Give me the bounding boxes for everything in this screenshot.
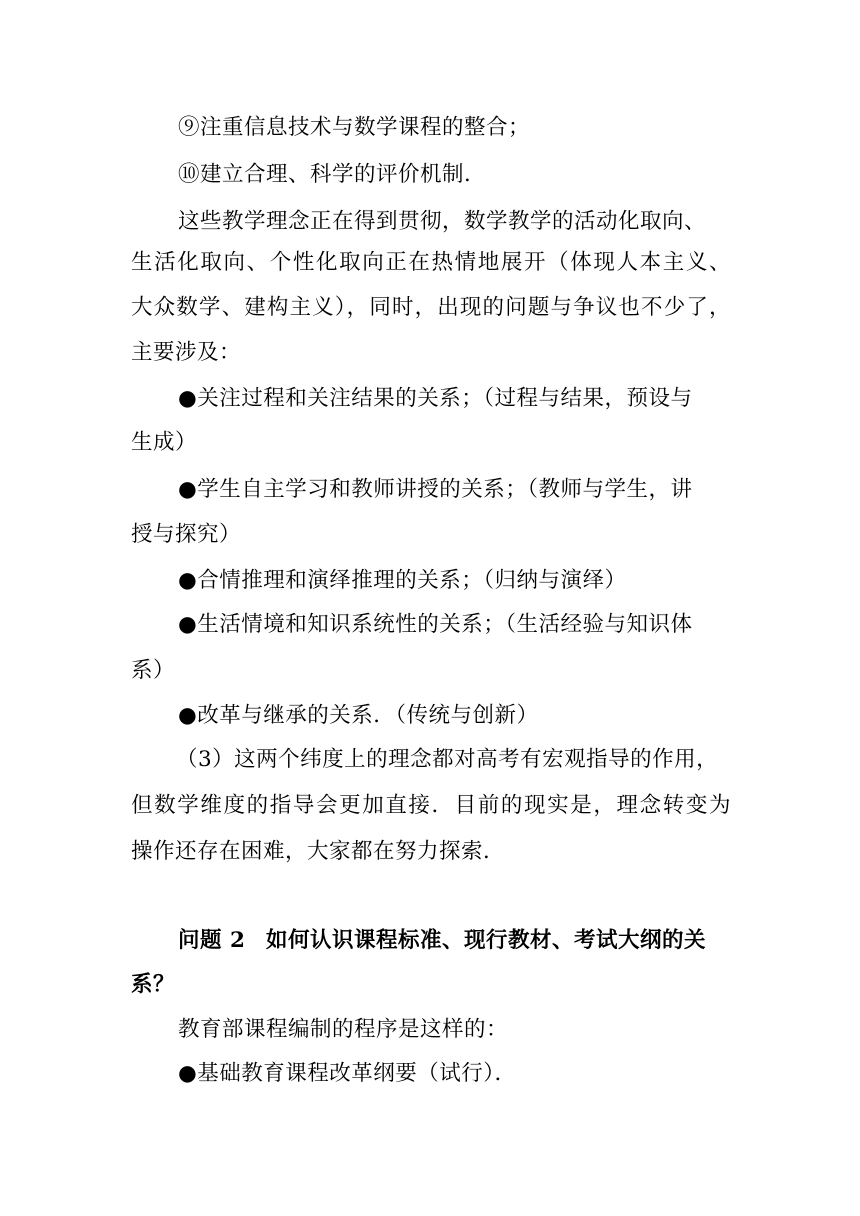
bullet-item: ●生活情境和知识系统性的关系；（生活经验与知识体 xyxy=(178,612,693,637)
paragraph-line: 操作还存在困难，大家都在努力探索． xyxy=(131,839,506,864)
paragraph-line: 这些教学理念正在得到贯彻，数学教学的活动化取向、 xyxy=(178,209,707,234)
question-heading xyxy=(178,926,706,956)
question-number: 问题 2 xyxy=(178,928,246,953)
paragraph-line: 教育部课程编制的程序是这样的： xyxy=(178,1017,509,1042)
list-item-10: ⑩建立合理、科学的评价机制． xyxy=(178,162,487,187)
bullet-item-continuation: 生成） xyxy=(131,430,198,455)
list-item-9: ⑨注重信息技术与数学课程的整合； xyxy=(178,115,531,140)
paragraph-line: 主要涉及： xyxy=(131,340,242,365)
bullet-item-continuation: 系） xyxy=(131,658,176,683)
bullet-item: ●关注过程和关注结果的关系；（过程与结果，预设与 xyxy=(178,386,693,411)
paragraph-line: 大众数学、建构主义），同时，出现的问题与争议也不少了， xyxy=(131,295,731,320)
bullet-item: ●合情推理和演绎推理的关系；（归纳与演绎） xyxy=(178,568,627,593)
bullet-item: ●改革与继承的关系．（传统与创新） xyxy=(178,703,539,728)
paragraph-line: 但数学维度的指导会更加直接．目前的现实是，理念转变为 xyxy=(131,793,731,818)
paragraph-line: 生活化取向、个性化取向正在热情地展开（体现人本主义、 xyxy=(131,250,731,275)
paragraph-line: （3）这两个纬度上的理念都对高考有宏观指导的作用， xyxy=(176,747,719,772)
bullet-item: ●学生自主学习和教师讲授的关系；（教师与学生，讲 xyxy=(178,477,693,502)
bullet-item-continuation: 授与探究） xyxy=(131,522,242,547)
question-heading-continuation: 系？ xyxy=(131,972,176,997)
bullet-item: ●基础教育课程改革纲要（试行）． xyxy=(178,1061,517,1086)
question-text: 如何认识课程标准、现行教材、考试大纲的关 xyxy=(266,928,707,953)
